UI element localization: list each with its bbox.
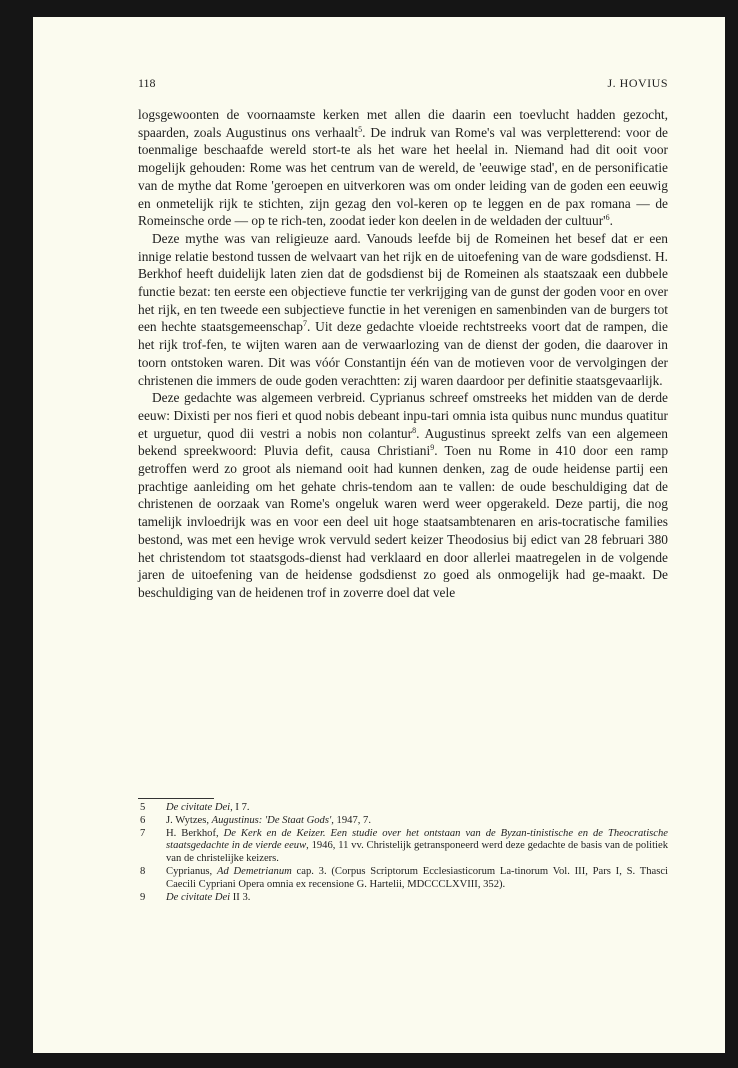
footnote	[138, 892, 668, 905]
text-run: Deze mythe was van religieuze aard. Vanouds leefde bij de Romeinen het besef dat er een innige relatie bestond tussen de welvaart van het rijk en de uitoefening van de ware godsdienst. H. Berkhof heeft duidelijk laten zien dat de godsdienst bij de Romeinen als staatszaak een dubbele functie bezat: ten eerste een objectieve functie ter verkrijging van de gunst der goden voor en over het rijk, en ten tweede een subjectieve functie in het verenigen en samenbinden van de burgers tot een hechte staatsgemeenschap	[138, 230, 668, 335]
text-run: II 3.	[230, 891, 251, 903]
page-number: 118	[138, 76, 156, 90]
text-run: cap. 3. (Corpus Scriptorum Ecclesiasticorum La-tinorum Vol. III, Pars I, S. Thasci Caecili Cypriani Opera omnia ex recensione G. Hartelii, MDCCCLXVIII, 352).	[166, 865, 668, 890]
footnote	[138, 815, 668, 828]
running-author: J. HOVIUS	[607, 76, 668, 90]
italic-text: Augustinus: 'De Staat Gods'	[211, 814, 332, 826]
italic-text: Ad Demetrianum	[216, 865, 292, 877]
footnote	[138, 802, 668, 815]
paragraph	[138, 389, 668, 601]
text-run: H. Berkhof,	[166, 827, 224, 839]
footnote-ref: 5	[358, 124, 363, 134]
text-run: . Toen nu Rome in 410 door een ramp getroffen werd zo groot als niemand ooit had kunnen denken, zag de oude heidense partij een prachtige aanleiding om het gehate chris-tendom aan te vallen: de oude beschuldiging dat de christenen de oorzaak van Rome's ongeluk waren werd weer opgerakeld. Deze partij, die nog tamelijk invloedrijk was en voor een deel uit hoge staatsambtenaren en aris-tocratische families bestond, was met een hevige wrok vervuld sedert keizer Theodosius bij edict van 28 februari 380 het christendom tot staatsgods-dienst had verklaard en door allerlei maatregelen in de volgende jaren de uitoefening van de heidense godsdienst zo goed als onmogelijk had ge-maakt. De beschuldiging van de heidenen trof in zoverre doel dat vele	[138, 443, 669, 600]
footnote-number: 5	[140, 802, 146, 813]
footnote-ref: 6	[605, 213, 610, 223]
text-run: .	[609, 213, 613, 229]
footnote-number: 8	[140, 865, 146, 877]
paragraph	[138, 106, 668, 230]
text-run: . De indruk van Rome's val was verpletterend: voor de toenmalige beschaafde wereld stort-te als het ware het heelal in. Niemand had dit ooit voor mogelijk gehouden: Rome was het centrum van de wereld, de 'eeuwige stad', en de personificatie van de mythe dat Rome 'geroepen en uitverkoren was om onder leiding van de goden een eeuwig en onmetelijk rijk te stichten, zijn gezag den vol-keren op te leggen en de pax romana — de Romeinsche orde — op te rich-ten, zoodat ieder kon deelen in de weldaden der cultuur'	[138, 124, 668, 229]
italic-text: De civitate Dei	[166, 891, 231, 903]
footnote-number: 9	[140, 891, 146, 903]
paragraph	[138, 230, 668, 389]
footnote-number: 6	[140, 814, 146, 826]
footnote-number: 7	[140, 827, 146, 839]
text-run: Cyprianus,	[166, 865, 217, 877]
footnotes	[138, 802, 668, 904]
text-run: logsgewoonten de voornaamste kerken met allen die daarin een toevlucht hadden gezocht, spaarden, zoals Augustinus ons verhaalt	[138, 107, 668, 140]
text-run: Deze gedachte was algemeen verbreid. Cyprianus schreef omstreeks het midden van de derde eeuw: Dixisti per nos fieri et quod nobis debeant inpu-tari omnia ista quibus nunc mundus quatitur et urguetur, quod dii vestri a nobis non colantur	[138, 390, 668, 441]
body-text	[138, 106, 668, 602]
text-run: . Uit deze gedachte vloeide rechtstreeks voort dat de rampen, die het rijk trof-fen, te wijten waren aan de verwaarlozing van de dienst der goden, die daarover in toorn ontstoken waren. Dit was vóór Constantijn één van de motieven voor de vervolgingen der christenen die immers de oude goden verachtten: zij waren daardoor per definitie staatsgevaarlijk.	[138, 319, 669, 388]
footnote-ref: 9	[430, 443, 435, 453]
text-run: J. Wytzes,	[166, 814, 212, 826]
footnote	[138, 866, 668, 892]
footnote	[138, 828, 668, 866]
text-run: , I 7.	[230, 802, 250, 813]
text-run: , 1947, 7.	[331, 814, 371, 826]
text-run: . Augustinus spreekt zelfs van een algemeen bekend spreekwoord: Pluvia defit, causa Christiani	[138, 425, 668, 459]
running-header	[138, 76, 668, 92]
footnote-ref: 7	[303, 319, 307, 329]
text-run: , 1946, 11 vv. Christelijk getransponeerd werd deze gedachte de basis van de politiek van de christelijke keizers.	[166, 840, 668, 865]
italic-text: De civitate Dei	[166, 802, 231, 813]
footnote-rule	[138, 798, 214, 799]
footnote-ref: 8	[412, 425, 417, 435]
italic-text: De Kerk en de Keizer. Een studie over het ontstaan van de Byzan-tinistische en de Theocratische staatsgedachte in de vierde eeuw	[166, 827, 668, 852]
